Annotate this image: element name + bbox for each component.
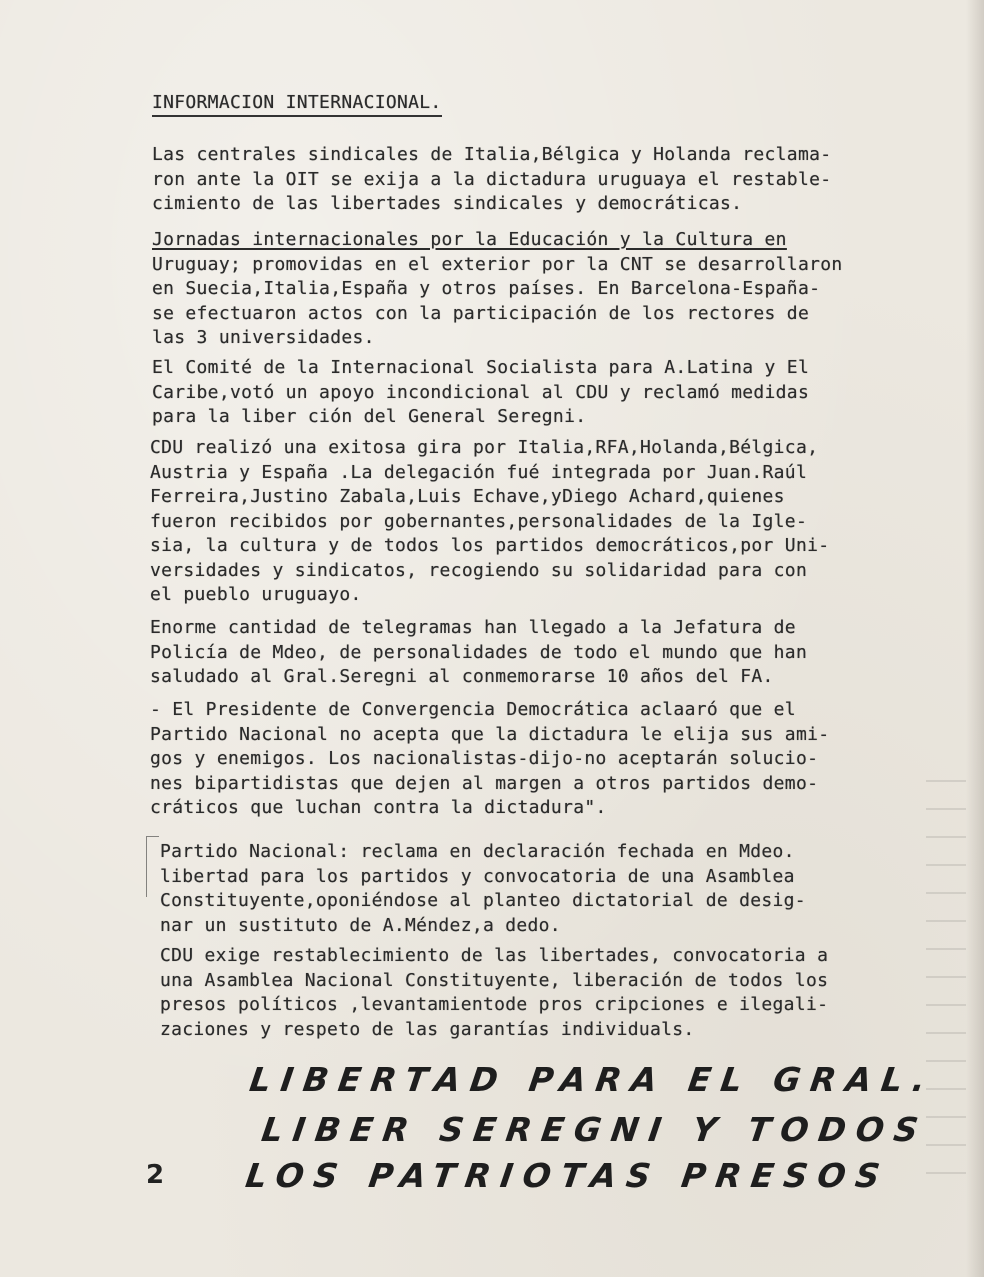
- paragraph-line: en Suecia,Italia,España y otros países. En Barcelona-España-: [152, 278, 821, 299]
- paragraph-line: versidades y sindicatos, recogiendo su solidaridad para con: [150, 559, 808, 581]
- paragraph-line: - El Presidente de Convergencia Democrática aclaaró que el: [150, 699, 796, 720]
- paragraph-line: Austria y España .La delegación fué integrada por Juan.Raúl: [150, 461, 808, 483]
- paragraph-3: [152, 356, 809, 430]
- paragraph-line: saludado al Gral.Seregni al conmemorarse 10 años del FA.: [150, 666, 774, 687]
- margin-bracket-mark: [146, 836, 159, 897]
- paragraph-line: las 3 universidades.: [152, 327, 375, 348]
- paragraph-line: nar un sustituto de A.Méndez,a dedo.: [160, 914, 561, 936]
- paragraph-line: zaciones y respeto de las garantías individuals.: [160, 1018, 695, 1040]
- document-heading: INFORMACION INTERNACIONAL.: [152, 92, 442, 117]
- paragraph-line: fueron recibidos por gobernantes,personalidades de la Igle-: [150, 510, 808, 532]
- handwritten-slogan-line-2: LIBER SEREGNI Y TODOS: [259, 1110, 931, 1149]
- paragraph-5: [150, 616, 807, 690]
- paragraph-line: nes bipartidistas que dejen al margen a otros partidos demo-: [150, 772, 819, 794]
- page-edge-shadow: [966, 0, 984, 1277]
- paragraph-line: se efectuaron actos con la participación de los rectores de: [152, 302, 810, 324]
- paragraph-line: Las centrales sindicales de Italia,Bélgica y Holanda reclama-: [152, 144, 832, 165]
- paragraph-line: Ferreira,Justino Zabala,Luis Echave,yDiego Achard,quienes: [150, 486, 785, 507]
- paragraph-line: presos políticos ,levantamientode pros cripciones e ilegali-: [160, 994, 829, 1015]
- paragraph-line: CDU realizó una exitosa gira por Italia,RFA,Holanda,Bélgica,: [150, 437, 819, 458]
- show-through-marks: [926, 780, 966, 1200]
- handwritten-slogan-line-3: LOS PATRIOTAS PRESOS: [243, 1156, 893, 1195]
- paragraph-6: [150, 698, 829, 821]
- paragraph-line: Partido Nacional no acepta que la dictadura le elija sus ami-: [150, 723, 830, 745]
- paragraph-line: Caribe,votó un apoyo incondicional al CDU y reclamó medidas: [152, 381, 810, 403]
- paragraph-line: Constituyente,oponiéndose al planteo dictatorial de desig-: [160, 890, 806, 911]
- paragraph-line: una Asamblea Nacional Constituyente, liberación de todos los: [160, 969, 829, 991]
- paragraph-line: sia, la cultura y de todos los partidos democráticos,por Uni-: [150, 535, 830, 556]
- paragraph-2: [152, 228, 843, 351]
- paragraph-4: [150, 436, 829, 608]
- paragraph-line: gos y enemigos. Los nacionalistas-dijo-no aceptarán solucio-: [150, 748, 819, 769]
- paragraph-line: Jornadas internacionales por la Educación y la Cultura en: [152, 229, 787, 250]
- paragraph-line: El Comité de la Internacional Socialista para A.Latina y El: [152, 357, 810, 378]
- paragraph-line: CDU exige restablecimiento de las libertades, convocatoria a: [160, 945, 829, 966]
- paragraph-line: Uruguay; promovidas en el exterior por la CNT se desarrollaron: [152, 253, 843, 275]
- paragraph-line: el pueblo uruguayo.: [150, 584, 362, 605]
- paragraph-line: para la liber ción del General Seregni.: [152, 406, 587, 427]
- handwritten-slogan-line-1: LIBERTAD PARA EL GRAL.: [247, 1060, 938, 1099]
- paragraph-line: Partido Nacional: reclama en declaración fechada en Mdeo.: [160, 841, 795, 862]
- paragraph-8: [160, 944, 828, 1042]
- paragraph-line: libertad para los partidos y convocatoria de una Asamblea: [160, 865, 795, 887]
- paragraph-7: [160, 840, 806, 938]
- paragraph-1: [152, 143, 831, 217]
- paragraph-line: cráticos que luchan contra la dictadura".: [150, 797, 607, 818]
- paragraph-line: Enorme cantidad de telegramas han llegado a la Jefatura de: [150, 617, 796, 638]
- page-number: 2: [146, 1160, 165, 1190]
- paragraph-line: Policía de Mdeo, de personalidades de todo el mundo que han: [150, 641, 808, 663]
- paragraph-line: cimiento de las libertades sindicales y democráticas.: [152, 193, 743, 214]
- paragraph-line: ron ante la OIT se exija a la dictadura uruguaya el restable-: [152, 168, 832, 190]
